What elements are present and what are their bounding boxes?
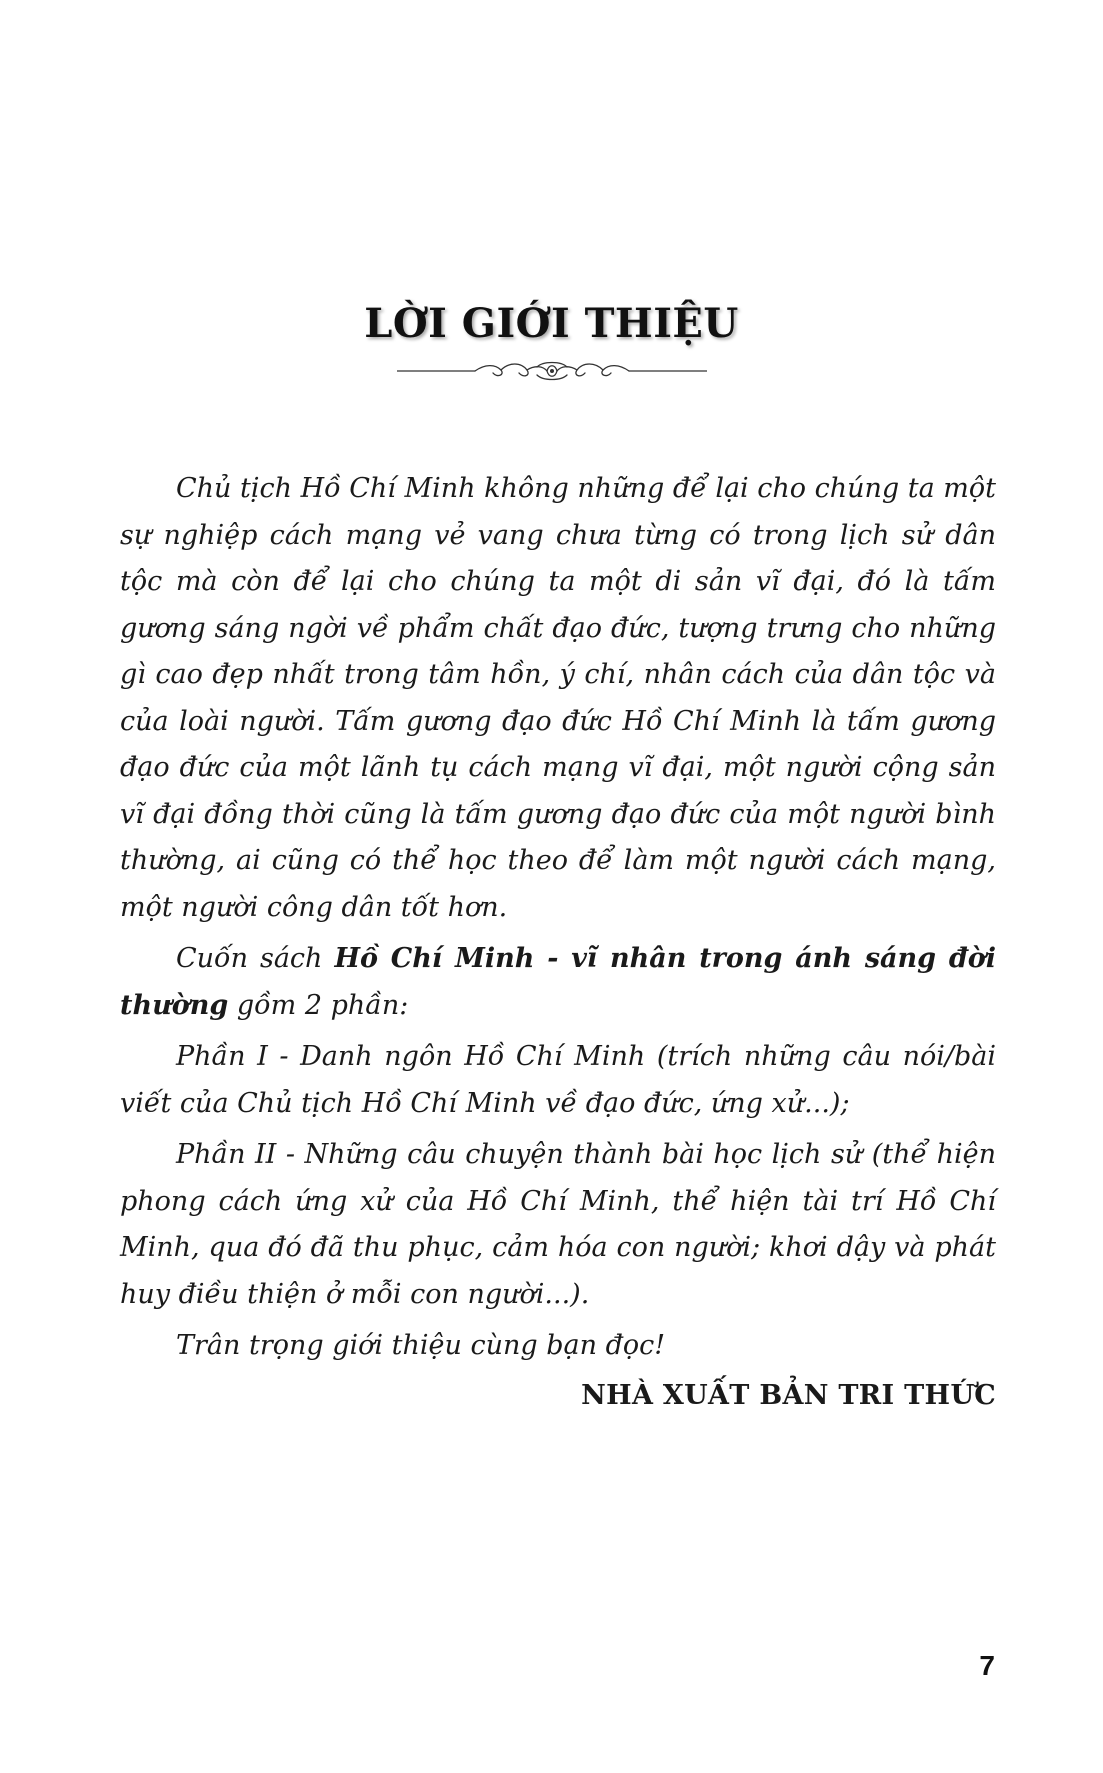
book-title: Hồ Chí Minh - vĩ nhân trong ánh sáng đời thường [120,943,996,1021]
page-title: LỜI GIỚI THIỆU [364,300,739,347]
part-one-paragraph: Phần I - Danh ngôn Hồ Chí Minh (trích những câu nói/bài viết của Chủ tịch Hồ Chí Minh về đạo đức, ứng xử...); [120,1041,996,1119]
closing-line: Trân trọng giới thiệu cùng bạn đọc! [176,1330,666,1361]
book-mention-suffix: gồm 2 phần: [228,989,409,1021]
book-mention-prefix: Cuốn sách [176,943,335,974]
page-number: 7 [979,1650,995,1681]
part-two-paragraph: Phần II - Những câu chuyện thành bài học lịch sử (thể hiện phong cách ứng xử của Hồ Chí Minh, thể hiện tài trí Hồ Chí Minh, qua đó đã thu phục, cảm hóa con người; khơi dậy và phát huy điều thiện ở mỗi con người...). [120,1139,996,1310]
book-mention-paragraph [120,936,996,1029]
flourish-divider-icon [397,356,707,386]
intro-paragraph: Chủ tịch Hồ Chí Minh không những để lại cho chúng ta một sự nghiệp cách mạng vẻ vang chưa từng có trong lịch sử dân tộc mà còn để lại cho chúng ta một di sản vĩ đại, đó là tấm gương sáng ngời về phẩm chất đạo đức, tượng trưng cho những gì cao đẹp nhất trong tâm hồn, ý chí, nhân cách của dân tộc và của loài người. Tấm gương đạo đức Hồ Chí Minh là tấm gương đạo đức của một lãnh tụ cách mạng vĩ đại, một người cộng sản vĩ đại đồng thời cũng là tấm gương đạo đức của một người bình thường, ai cũng có thể học theo để làm một người cách mạng, một người công dân tốt hơn. [120,473,997,923]
intro-body [120,466,996,1375]
publisher-signature: NHÀ XUẤT BẢN TRI THỨC [581,1380,996,1411]
